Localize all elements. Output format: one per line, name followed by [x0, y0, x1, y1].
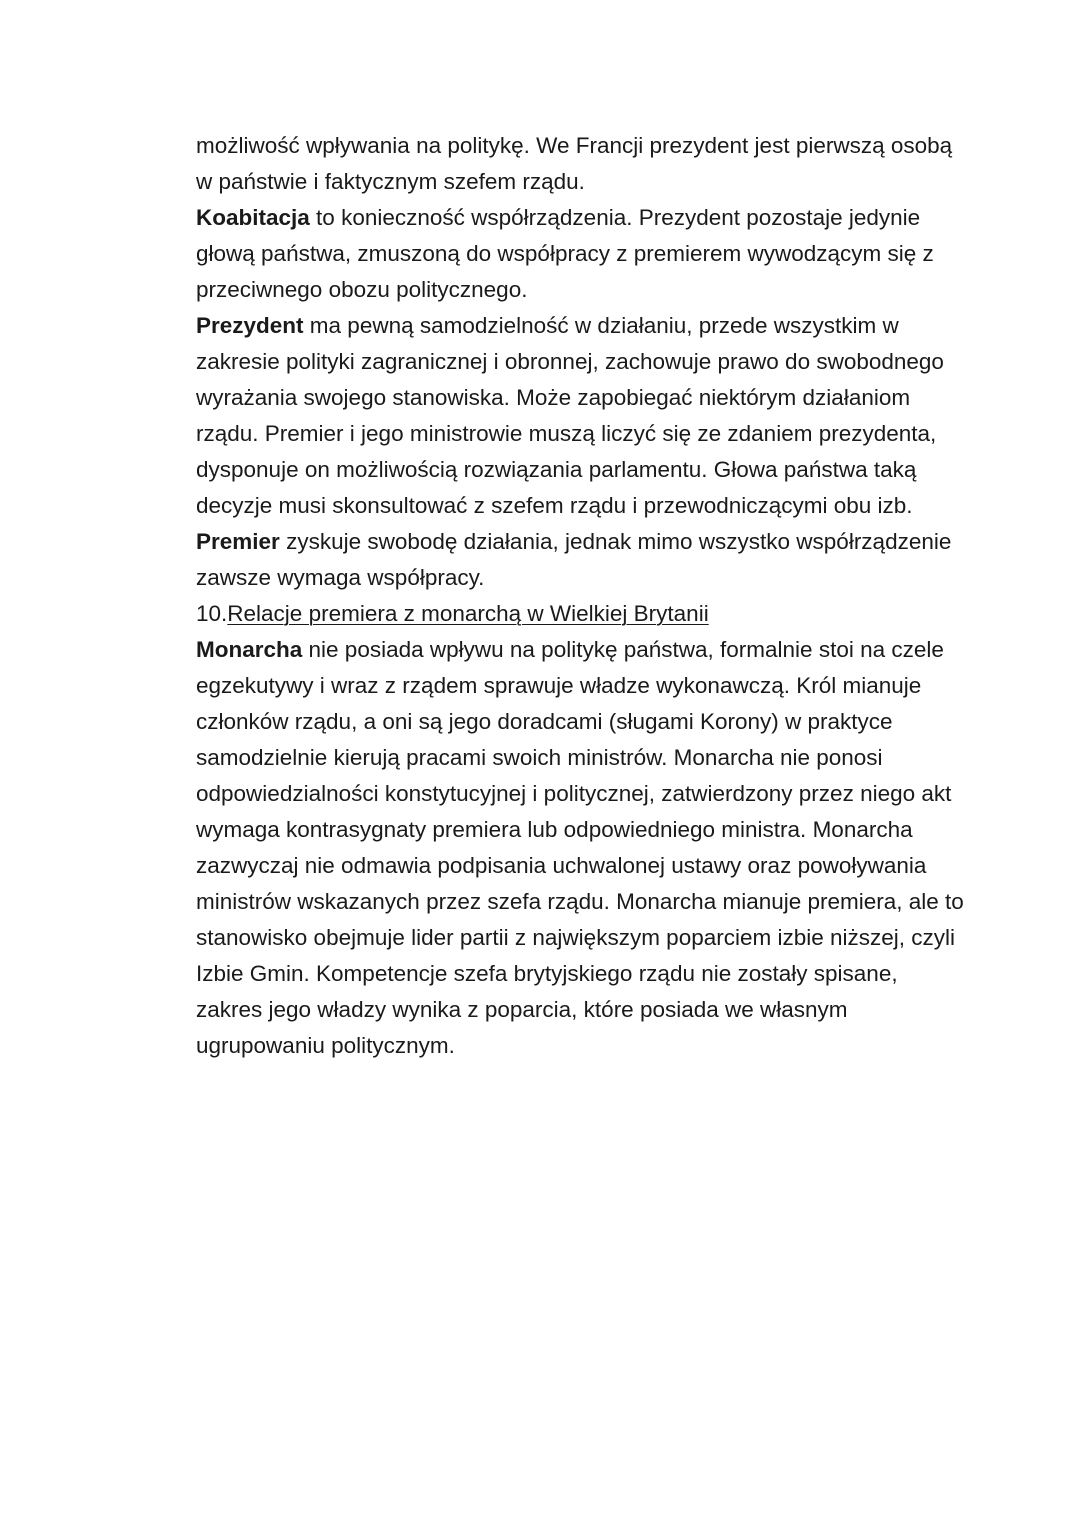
intro-paragraph [196, 128, 966, 200]
prezydent-paragraph [196, 308, 966, 524]
premier-paragraph [196, 524, 966, 596]
monarcha-paragraph [196, 632, 966, 1064]
koabitacja-paragraph [196, 200, 966, 308]
koabitacja-term: Koabitacja [196, 205, 310, 230]
monarcha-term: Monarcha [196, 637, 303, 662]
section-heading [196, 596, 966, 632]
koabitacja-text: to konieczność współrządzenia. Prezydent pozostaje jedynie głową państwa, zmuszoną do współpracy z premierem wywodzącym się z przeciwnego obozu politycznego. [196, 205, 934, 302]
prezydent-term: Prezydent [196, 313, 304, 338]
section-title-link[interactable]: Relacje premiera z monarchą w Wielkiej Brytanii [227, 601, 709, 626]
premier-text: zyskuje swobodę działania, jednak mimo wszystko współrządzenie zawsze wymaga współpracy. [196, 529, 952, 590]
prezydent-text: ma pewną samodzielność w działaniu, przede wszystkim w zakresie polityki zagranicznej i obronnej, zachowuje prawo do swobodnego wyrażania swojego stanowiska. Może zapobiegać niektórym działaniom rządu. Premier i jego ministrowie muszą liczyć się ze zdaniem prezydenta, dysponuje on możliwością rozwiązania parlamentu. Głowa państwa taką decyzje musi skonsultować z szefem rządu i przewodniczącymi obu izb. [196, 313, 944, 518]
intro-text: możliwość wpływania na politykę. We Francji prezydent jest pierwszą osobą w państwie i faktycznym szefem rządu. [196, 133, 953, 194]
premier-term: Premier [196, 529, 280, 554]
monarcha-text: nie posiada wpływu na politykę państwa, formalnie stoi na czele egzekutywy i wraz z rządem sprawuje władze wykonawczą. Król mianuje członków rządu, a oni są jego doradcami (sługami Korony) w praktyce samodzielnie kierują pracami swoich ministrów. Monarcha nie ponosi odpowiedzialności konstytucyjnej i politycznej, zatwierdzony przez niego akt wymaga kontrasygnaty premiera lub odpowiedniego ministra. Monarcha zazwyczaj nie odmawia podpisania uchwalonej ustawy oraz powoływania ministrów wskazanych przez szefa rządu. Monarcha mianuje premiera, ale to stanowisko obejmuje lider partii z największym poparciem izbie niższej, czyli Izbie Gmin. Kompetencje szefa brytyjskiego rządu nie zostały spisane, zakres jego władzy wynika z poparcia, które posiada we własnym ugrupowaniu politycznym. [196, 637, 964, 1058]
section-number: 10. [196, 601, 228, 626]
document-page [196, 128, 966, 1064]
